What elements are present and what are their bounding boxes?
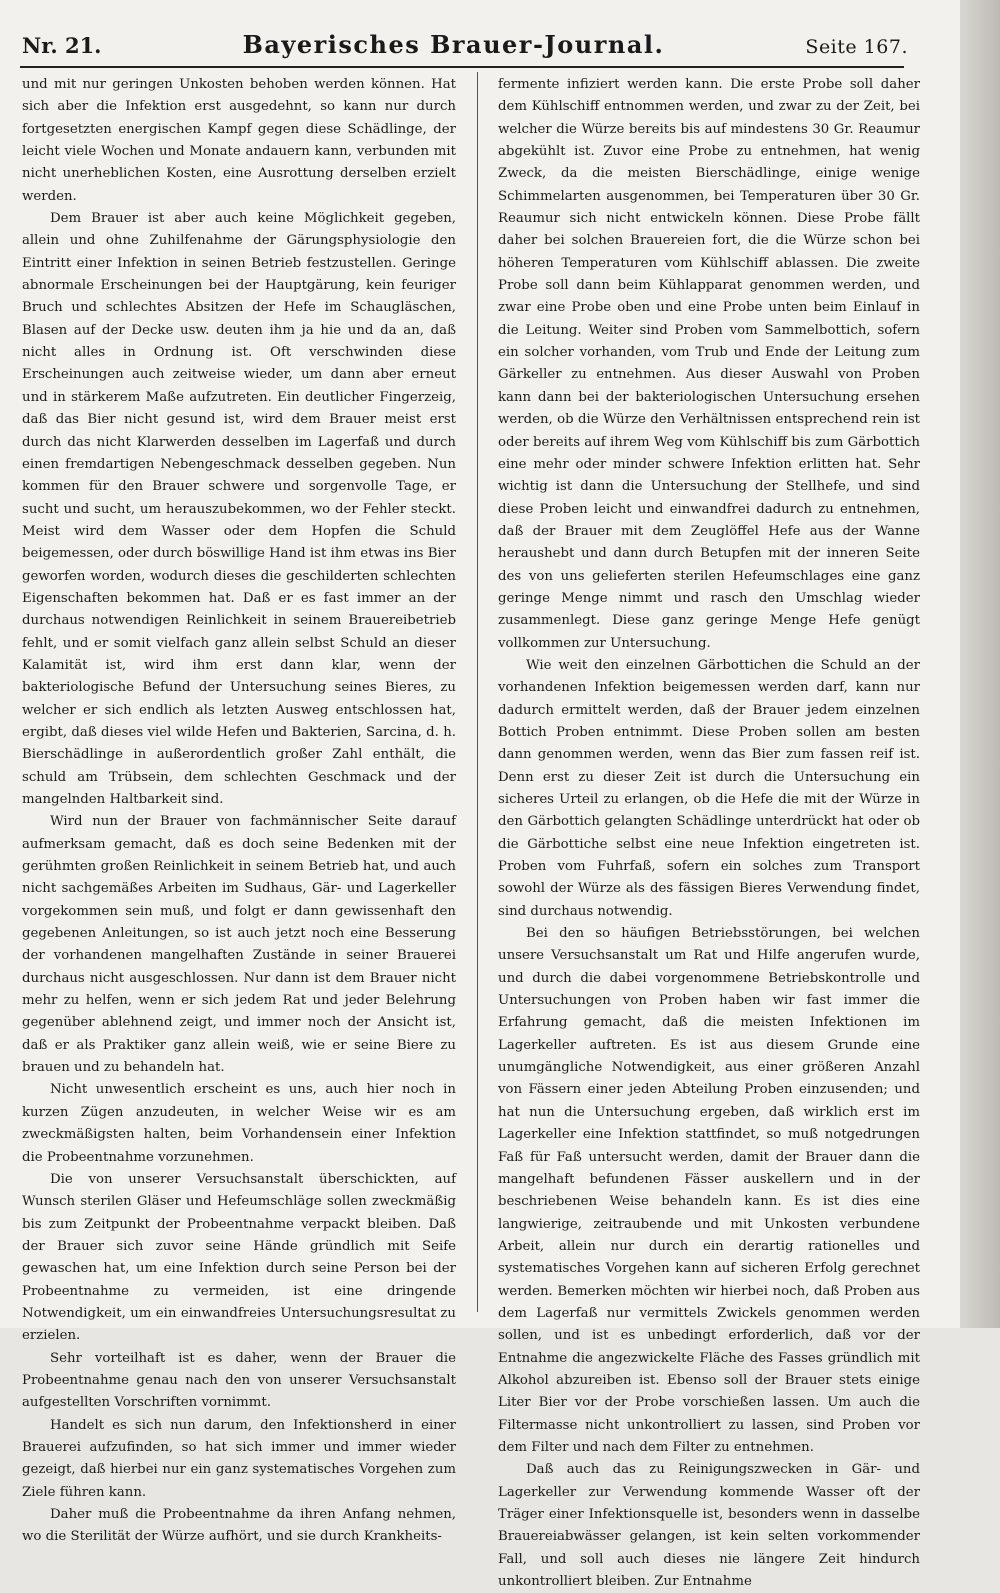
paragraph: Dem Brauer ist aber auch keine Möglichkeit gegeben, allein und ohne Zuhilfenahme der Gärungsphysiologie den Eintritt einer Infektion in seinen Betrieb festzustellen. Geringe abnormale Erscheinungen bei der Hauptgärung, kein feuriger Bruch und schlechtes Absitzen der Hefe im Schaugläschen, Blasen auf der Decke usw. deuten ihm ja hie und da an, daß nicht alles in Ordnung ist. Oft verschwinden diese Erscheinungen auch zeitweise wieder, um dann aber erneut und in stärkerem Maße aufzutreten. Ein deutlicher Fingerzeig, daß das Bier nicht gesund ist, wird dem Brauer meist erst durch das nicht Klarwerden desselben im Lagerfaß und durch einen fremdartigen Nebengeschmack desselben gegeben. Nun kommen für den Brauer schwere und sorgenvolle Tage, er sucht und sucht, um herauszubekommen, wo der Fehler steckt. Meist wird dem Wasser oder dem Hopfen die Schuld beigemessen, oder durch böswillige Hand ist ihm etwas ins Bier geworfen worden, wodurch dieses die geschilderten schlechten Eigenschaften bekommen hat. Daß er es fast immer an der durchaus notwendigen Reinlichkeit in seinem Brauereibetrieb fehlt, und er somit vielfach ganz allein selbst Schuld an dieser Kalamität ist, wird ihm erst dann klar, wenn der bakteriologische Befund der Untersuchung seines Bieres, zu welcher er sich endlich als letzten Ausweg entschlossen hat, ergibt, daß dieses viel wilde Hefen und Bakterien, Sarcina, d. h. Bierschädlinge in außerordentlich großer Zahl enthält, die schuld am Trübsein, dem schlechten Geschmack und der mangelnden Haltbarkeit sind. bbox=[22, 211, 456, 807]
paragraph: Handelt es sich nun darum, den Infektionsherd in einer Brauerei aufzufinden, so hat sich immer und immer wieder gezeigt, daß hierbei nur ein ganz systematisches Vorgehen zum Ziele führen kann. bbox=[22, 1417, 456, 1500]
paragraph: Die von unserer Versuchsanstalt überschickten, auf Wunsch sterilen Gläser und Hefeumschläge sollen zweckmäßig bis zum Zeitpunkt der Probeentnahme verpackt bleiben. Daß der Brauer sich zuvor seine Hände gründlich mit Seife gewaschen hat, um eine Infektion durch seine Person bei der Probeentnahme zu vermeiden, ist eine dringende Notwendigkeit, um ein einwandfreies Untersuchungsresultat zu erzielen. bbox=[22, 1171, 456, 1344]
column-divider bbox=[477, 72, 478, 1312]
header-rule bbox=[20, 66, 904, 68]
issue-number: Nr. 21. bbox=[22, 33, 102, 58]
paragraph: Daß auch das zu Reinigungszwecken in Gär- und Lagerkeller zur Verwendung kommende Wasser oft der Träger einer Infektionsquelle ist, besonders wenn in dasselbe Brauereiabwässer gelangen, ist kein selten vorkommender Fall, und soll auch dieses nie längere Zeit hindurch unkontrolliert bleiben. Zur Entnahme bbox=[498, 1462, 920, 1590]
paragraph: und mit nur geringen Unkosten behoben werden können. Hat sich aber die Infektion erst ausgedehnt, so kann nur durch fortgesetzten energischen Kampf gegen diese Schädlinge, der leicht viele Wochen und Monate andauern kann, verbunden mit nicht unerheblichen Kosten, eine Ausrottung derselben erzielt werden. bbox=[22, 77, 456, 204]
paragraph: Wird nun der Brauer von fachmännischer Seite darauf aufmerksam gemacht, daß es doch seine Bedenken mit der gerühmten großen Reinlichkeit in seinem Betrieb hat, und auch nicht sachgemäßes Arbeiten im Sudhaus, Gär- und Lagerkeller vorgekommen sein muß, und folgt er dann gewissenhaft den gegebenen Anleitungen, so ist auch jetzt noch eine Besserung der vorhandenen mangelhaften Zustände in seiner Brauerei durchaus nicht ausgeschlossen. Nur dann ist dem Brauer nicht mehr zu helfen, wenn er sich jedem Rat und jeder Belehrung gegenüber ablehnend zeigt, und immer noch der Ansicht ist, daß er als Praktiker ganz allein weiß, wie er seine Biere zu brauen und zu behandeln hat. bbox=[22, 814, 456, 1076]
right-column bbox=[498, 74, 920, 1593]
paragraph: Nicht unwesentlich erscheint es uns, auch hier noch in kurzen Zügen anzudeuten, in welcher Weise wir es am zweckmäßigsten halten, beim Vorhandensein einer Infektion die Probeentnahme vorzunehmen. bbox=[22, 1082, 456, 1165]
paragraph: Wie weit den einzelnen Gärbottichen die Schuld an der vorhandenen Infektion beigemessen werden darf, kann nur dadurch ermittelt werden, daß der Brauer jedem einzelnen Bottich Proben entnimmt. Diese Proben sollen am besten dann genommen werden, wenn das Bier zum fassen reif ist. Denn erst zu dieser Zeit ist durch die Untersuchung ein sicheres Urteil zu erlangen, ob die Hefe die mit der Würze in den Gärbottich gelangten Schädlinge unterdrückt hat oder ob die Gärbottiche selbst eine neue Infektion eingetreten ist. Proben vom Fuhrfaß, sofern ein solches zum Transport sowohl der Würze als des fässigen Bieres Verwendung findet, sind durchaus notwendig. bbox=[498, 657, 920, 919]
page-edge bbox=[960, 0, 1000, 1328]
page-number: Seite 167. bbox=[805, 36, 908, 58]
paragraph: fermente infiziert werden kann. Die erste Probe soll daher dem Kühlschiff entnommen werden, und zwar zu der Zeit, bei welcher die Würze bereits bis auf mindestens 30 Gr. Reaumur abgekühlt ist. Zuvor eine Probe zu entnehmen, hat wenig Zweck, da die meisten Bierschädlinge, einige wenige Schimmelarten ausgenommen, bei Temperaturen über 30 Gr. Reaumur sich nicht entwickeln können. Diese Probe fällt daher bei solchen Brauereien fort, die die Würze schon bei höheren Temperaturen vom Kühlschiff ablassen. Die zweite Probe soll dann beim Kühlapparat genommen werden, und zwar eine Probe oben und eine Probe unten beim Einlauf in die Leitung. Weiter sind Proben vom Sammelbottich, sofern ein solcher vorhanden, vom Trub und Ende der Leitung zum Gärkeller zu entnehmen. Aus dieser Auswahl von Proben kann dann bei der bakteriologischen Untersuchung ersehen werden, ob die Würze den Verhältnissen entsprechend rein ist oder bereits auf ihrem Weg vom Kühlschiff bis zum Gärbottich eine mehr oder minder schwere Infektion erlitten hat. Sehr wichtig ist dann die Untersuchung der Stellhefe, und sind diese Proben leicht und einwandfrei dadurch zu entnehmen, daß der Brauer mit dem Zeuglöffel Hefe aus der Wanne heraushebt und dann durch Betupfen mit der inneren Seite des von uns gelieferten sterilen Hefeumschlages eine ganz geringe Menge nimmt und rasch den Umschlag wieder zusammenlegt. Diese ganz geringe Menge Hefe genügt vollkommen zur Untersuchung. bbox=[498, 77, 920, 651]
paragraph: Bei den so häufigen Betriebsstörungen, bei welchen unsere Versuchsanstalt um Rat und Hilfe angerufen wurde, und durch die dabei vorgenommene Betriebskontrolle und Untersuchungen von Proben haben wir fast immer die Erfahrung gemacht, daß die meisten Infektionen im Lagerkeller auftreten. Es ist aus diesem Grunde eine unumgängliche Notwendigkeit, aus einer größeren Anzahl von Fässern einer jeden Abteilung Proben einzusenden; und hat nun die Untersuchung ergeben, daß wirklich erst im Lagerkeller eine Infektion stattfindet, so muß notgedrungen Faß für Faß untersucht werden, damit der Brauer dann die mangelhaft befundenen Fässer auskellern und in der beschriebenen Weise behandeln kann. Es ist dies eine langwierige, zeitraubende und mit Unkosten verbundene Arbeit, allein nur durch ein derartig rationelles und systematisches Vorgehen kann auf sicheren Erfolg gerechnet werden. Bemerken möchten wir hierbei noch, daß Proben aus dem Lagerfaß nur vermittels Zwickels genommen werden sollen, und ist es unbedingt erforderlich, daß vor der Entnahme die angezwickelte Fläche des Fasses gründlich mit Alkohol abzureiben ist. Ebenso soll der Brauer stets einige Liter Bier vor der Probe vorschießen lassen. Um auch die Filtermasse nicht unkontrolliert zu lassen, sind Proben vor dem Filter und nach dem Filter zu entnehmen. bbox=[498, 926, 920, 1455]
page-header bbox=[22, 30, 908, 60]
paragraph: Sehr vorteilhaft ist es daher, wenn der Brauer die Probeentnahme genau nach den von unserer Versuchsanstalt aufgestellten Vorschriften vornimmt. bbox=[22, 1350, 456, 1411]
journal-title: Bayerisches Brauer-Journal. bbox=[242, 30, 665, 59]
paragraph: Daher muß die Probeentnahme da ihren Anfang nehmen, wo die Sterilität der Würze aufhört, und sie durch Krankheits- bbox=[22, 1507, 456, 1545]
left-column bbox=[22, 74, 456, 1549]
